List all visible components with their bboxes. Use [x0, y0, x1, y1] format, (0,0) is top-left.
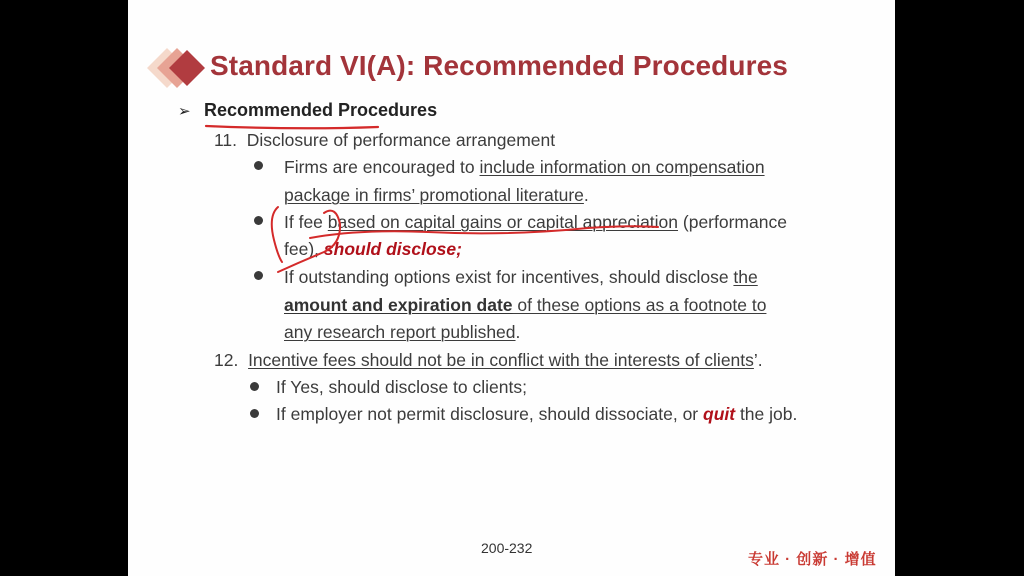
- arrow-bullet-icon: ➢: [178, 103, 191, 120]
- item-11-bullet-1-line-1: Firms are encouraged to include information on compensation: [284, 157, 765, 177]
- slide-title: Standard VI(A): Recommended Procedures: [210, 50, 788, 81]
- page-number: 200-232: [481, 540, 533, 556]
- item-12-bullet-1: If Yes, should disclose to clients;: [276, 377, 527, 397]
- item-11-bullet-3-line-1: If outstanding options exist for incentives, should disclose the: [284, 267, 758, 287]
- section-heading: ➢ Recommended Procedures: [178, 100, 438, 120]
- round-bullet-icon: [254, 161, 263, 170]
- item-12-heading: 12. Incentive fees should not be in conflict with the interests of clients’.: [214, 350, 763, 370]
- item-12-bullet-2: If employer not permit disclosure, should dissociate, or quit the job.: [276, 404, 798, 424]
- round-bullet-icon: [254, 271, 263, 280]
- round-bullet-icon: [250, 382, 259, 391]
- round-bullet-icon: [254, 216, 263, 225]
- item-11-bullet-3-line-3: any research report published.: [284, 322, 521, 342]
- ink-annotations: [128, 0, 895, 576]
- round-bullet-icon: [250, 409, 259, 418]
- item-11-heading: 11. Disclosure of performance arrangement: [214, 130, 556, 150]
- item-11-bullet-3-line-2: amount and expiration date of these options as a footnote to: [284, 295, 767, 315]
- diamond-decoration: [147, 46, 207, 90]
- item-11-bullet-2-line-2: fee), should disclose;: [284, 239, 462, 259]
- item-11-bullet-2-line-1: If fee based on capital gains or capital appreciation (performance: [284, 212, 787, 232]
- item-11-bullet-1-line-2: package in firms’ promotional literature.: [284, 185, 589, 205]
- slide: [128, 0, 895, 576]
- brand-slogan: 专业 · 创新 · 增值: [748, 551, 877, 568]
